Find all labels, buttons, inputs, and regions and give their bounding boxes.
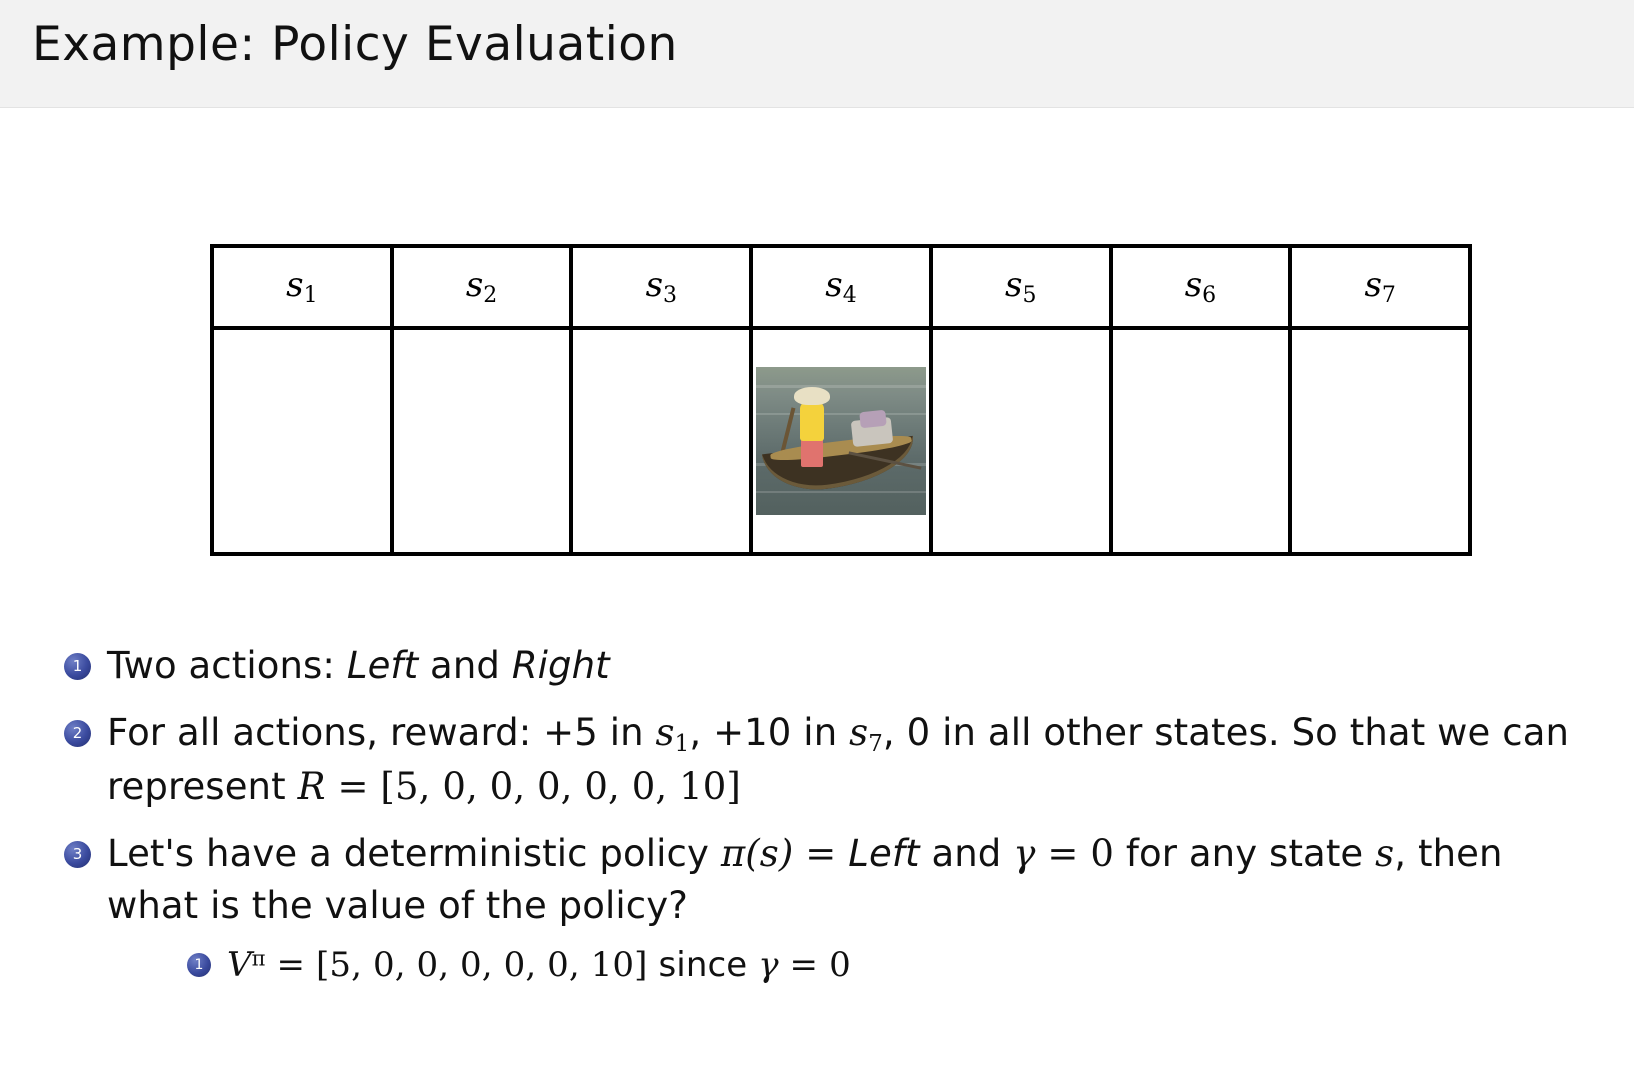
gamma-symbol: γ (1013, 831, 1036, 875)
gamma-value: 0 (829, 945, 851, 986)
state-label-s7: $s_7$ (1364, 265, 1396, 309)
bullet3-part1: Let's have a deterministic policy (107, 831, 709, 875)
bullet3-part2: for any state (1125, 831, 1364, 875)
state-cell-s1 (214, 248, 394, 326)
bullet-marker-3: 3 (64, 841, 91, 868)
state-body-cell-2 (394, 330, 574, 552)
list-item (64, 828, 1584, 1004)
bullet1-lead: Two actions: (107, 644, 335, 687)
reward-vector: [5, 0, 0, 0, 0, 0, 10] (380, 764, 741, 808)
page-title: Example: Policy Evaluation (32, 17, 678, 72)
state-body-cell-3 (573, 330, 753, 552)
state-label-s2: $s_2$ (465, 265, 498, 309)
bullet-text-3 (107, 828, 1584, 1004)
state-ref-s7: $s_7$ (849, 710, 883, 757)
state-grid-body-row (214, 330, 1468, 552)
bullet3-and: and (931, 831, 1002, 875)
state-label-s6: $s_6$ (1184, 265, 1217, 309)
state-cell-s2 (394, 248, 574, 326)
boat-photo (756, 367, 926, 515)
bullet-text-1 (107, 640, 610, 693)
water-streak (756, 413, 926, 415)
state-body-cell-7 (1292, 330, 1468, 552)
person-body-shape (800, 401, 824, 441)
state-body-cell-1 (214, 330, 394, 552)
equals-sign: = (789, 945, 819, 986)
state-label-s5: $s_5$ (1005, 265, 1037, 309)
bullet1-and: and (430, 644, 500, 687)
bullet-text-2 (107, 707, 1584, 814)
state-ref-s1: $s_1$ (655, 710, 690, 757)
person-legs-shape (801, 439, 823, 467)
bullet-marker-1: 1 (64, 653, 91, 680)
bullet2-part3: , 0 in all other states. So that we can represent (107, 710, 1570, 808)
value-function-symbol: $V^\pi$ (227, 945, 266, 986)
sub-bullet-text-1 (227, 941, 851, 990)
bullet3-part3: , then what is the value of the policy? (107, 831, 1503, 928)
state-cell-s4 (753, 248, 933, 326)
state-label-s3: $s_3$ (645, 265, 678, 309)
conical-hat-shape (794, 387, 830, 405)
equals-sign: = (276, 945, 306, 986)
slide-title-bar (0, 0, 1634, 108)
state-cell-s5 (933, 248, 1113, 326)
policy-action-left: Left (848, 831, 920, 875)
state-cell-s6 (1113, 248, 1293, 326)
state-label-s1: $s_1$ (286, 265, 318, 309)
action-right-label: Right (511, 644, 610, 687)
sub-bullet-list (187, 941, 1584, 990)
bullet-marker-2: 2 (64, 720, 91, 747)
action-left-label: Left (346, 644, 419, 687)
policy-symbol: π(s) (720, 831, 794, 875)
bullet2-part1: For all actions, reward: +5 in (107, 710, 644, 754)
state-grid-header-row (214, 248, 1468, 330)
list-item (64, 707, 1584, 814)
equals-sign: = (805, 831, 837, 875)
water-streak (756, 385, 926, 388)
sub-bullet-marker-1: 1 (187, 953, 211, 977)
bullet2-part2: , +10 in (689, 710, 838, 754)
state-symbol: s (1375, 831, 1395, 875)
state-body-cell-5 (933, 330, 1113, 552)
state-grid (210, 244, 1472, 556)
gamma-value: 0 (1090, 831, 1114, 875)
state-cell-s3 (573, 248, 753, 326)
list-item (64, 640, 1584, 693)
gamma-symbol: γ (758, 945, 779, 986)
state-body-cell-4 (753, 330, 933, 552)
value-vector: [5, 0, 0, 0, 0, 0, 10] (316, 945, 648, 986)
cargo-secondary-shape (859, 410, 887, 429)
state-body-cell-6 (1113, 330, 1293, 552)
state-label-s4: $s_4$ (825, 265, 857, 309)
bullet-list (64, 640, 1584, 1018)
equals-sign: = (1047, 831, 1079, 875)
state-cell-s7 (1292, 248, 1468, 326)
reward-symbol-R: R (297, 764, 326, 808)
water-streak (756, 491, 926, 493)
list-item (187, 941, 1584, 990)
equals-sign: = (337, 764, 369, 808)
since-label: since (658, 945, 748, 986)
